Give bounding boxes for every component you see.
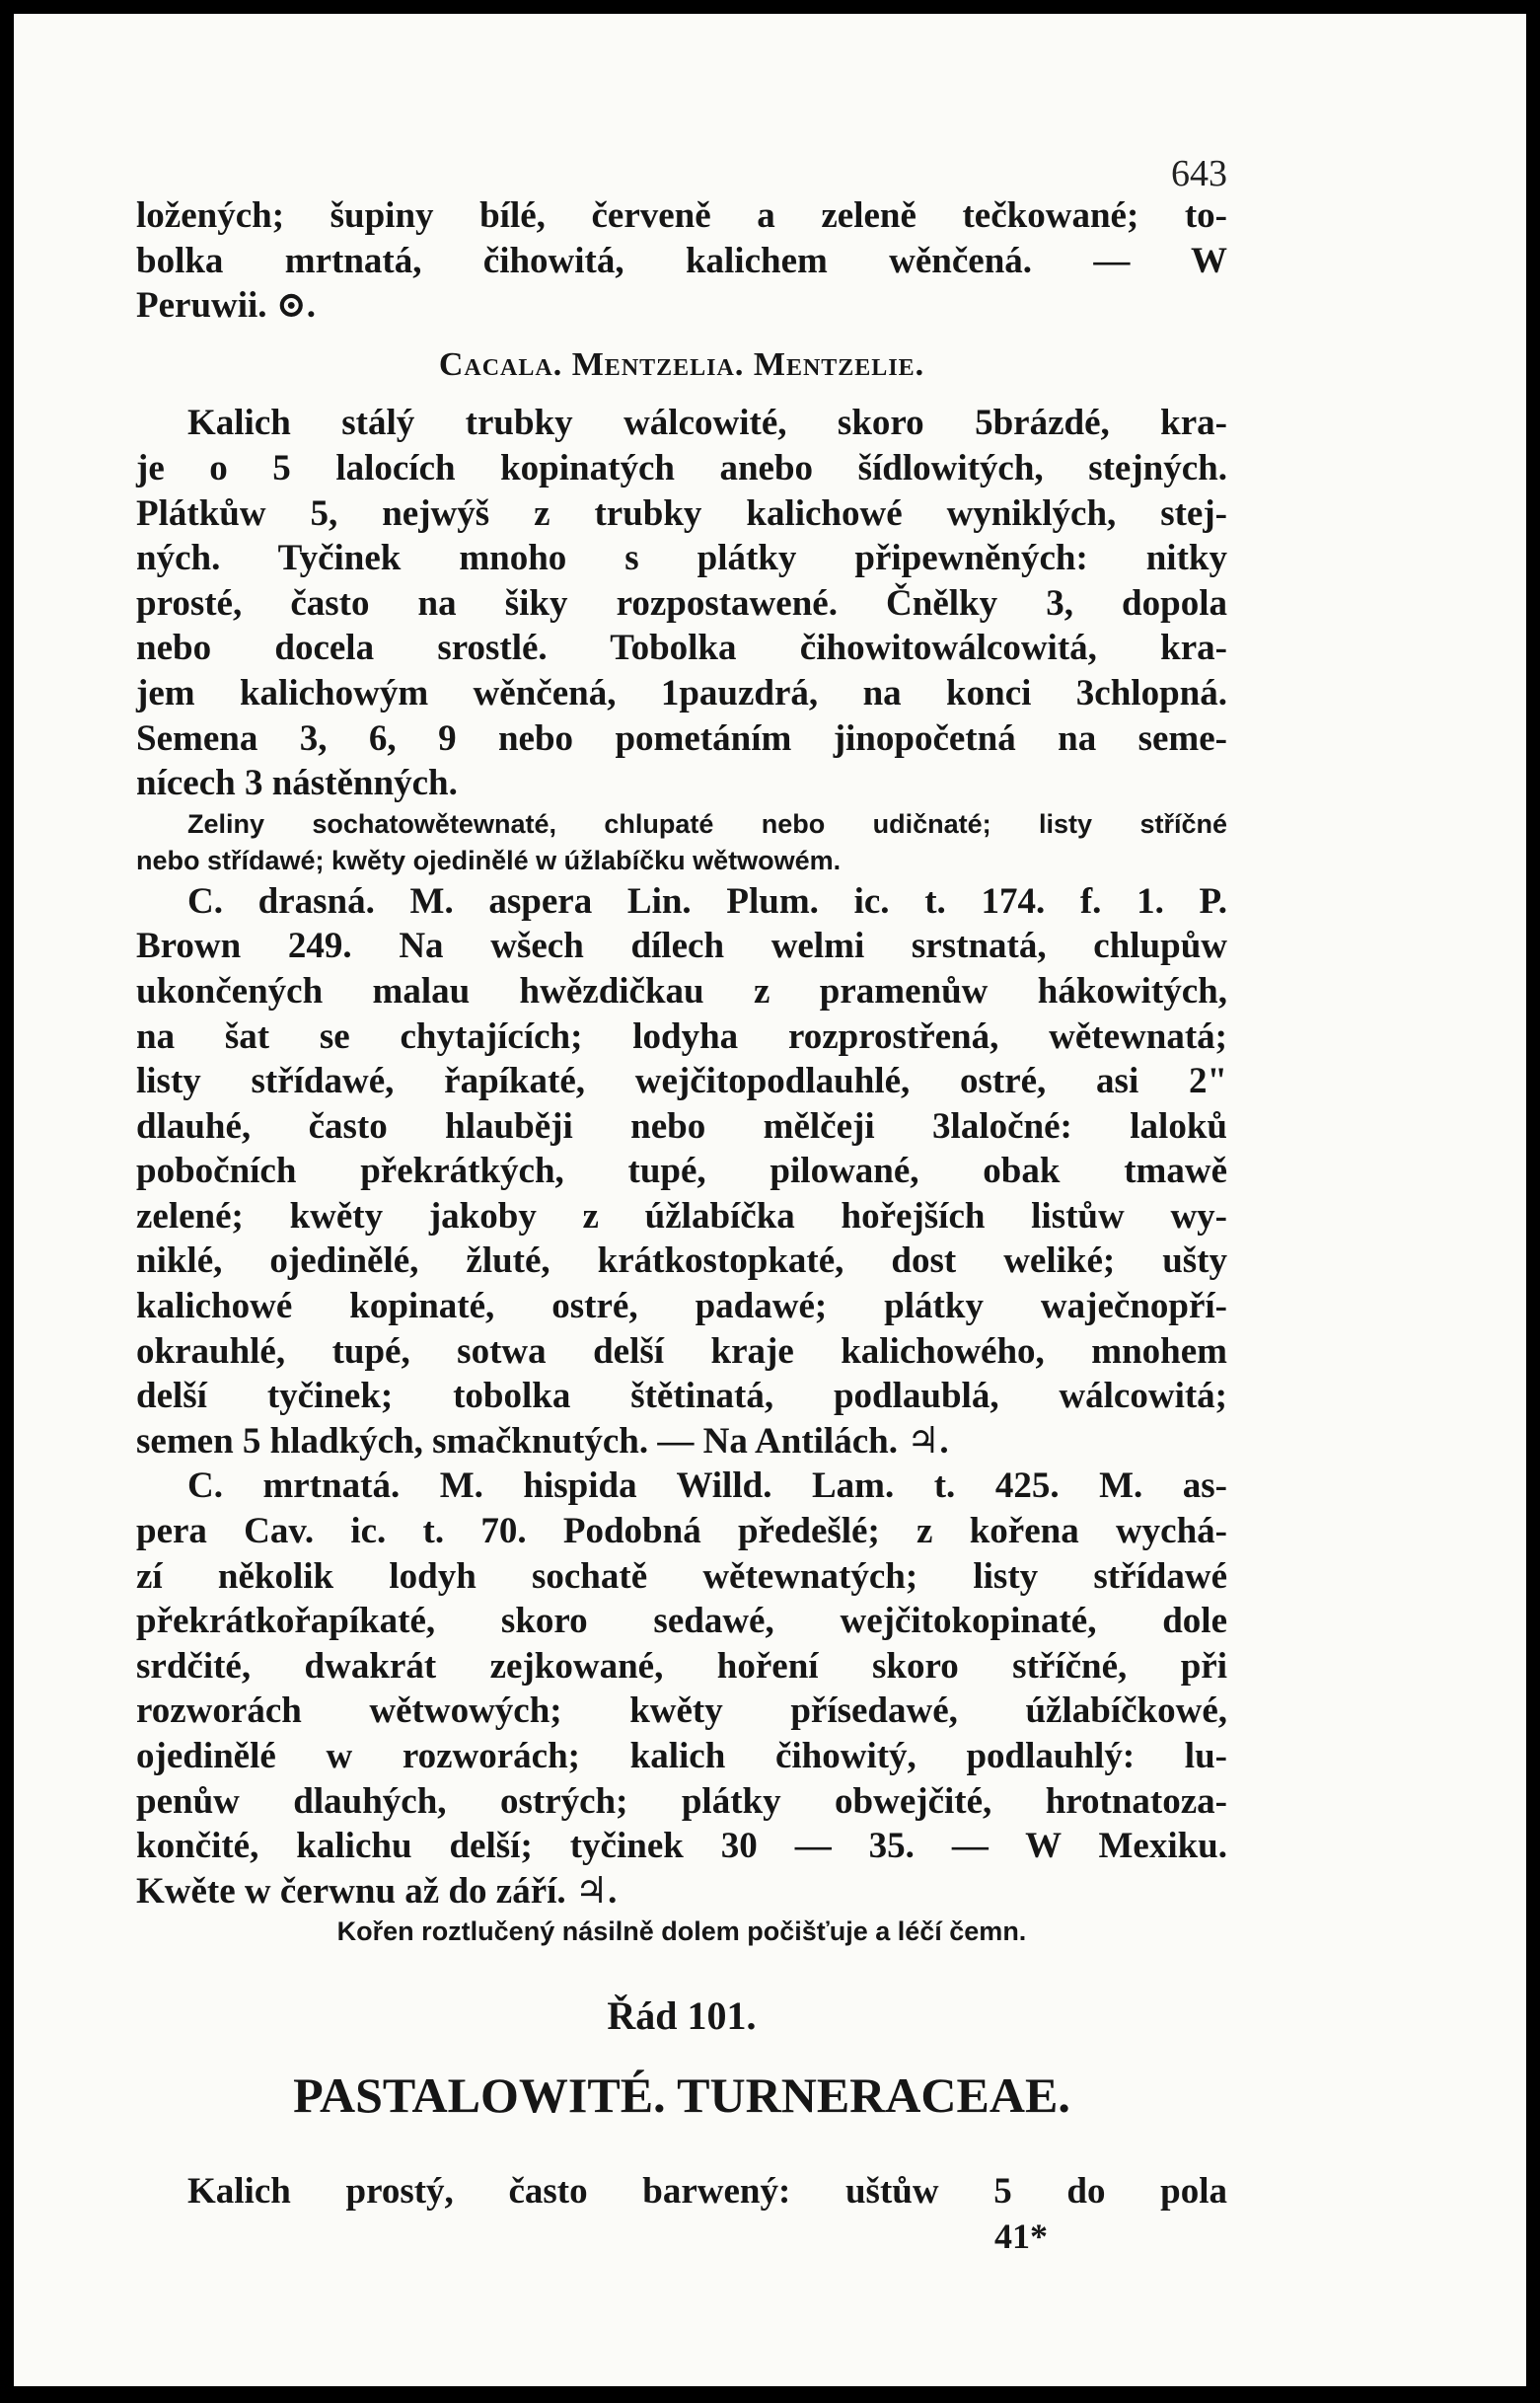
text-line: na šat se chytajících; lodyha rozprostřená, wětewnatá; (136, 1015, 1227, 1057)
species-heading: C. mrtnatá. M. hispida Willd. Lam. t. 425. M. as- (187, 1465, 1227, 1507)
text-line: nebo docela srostlé. Tobolka čihowitowálcowitá, kra- (136, 628, 1227, 669)
text-line: je o 5 lalocích kopinatých anebo šídlowitých, stejných. (136, 447, 1227, 488)
signature-mark: 41* (994, 2215, 1048, 2256)
text-line: zelené; kwěty jakoby z úžlabíčka hořejších listůw wy- (136, 1195, 1227, 1237)
text-line: niklé, ojedinělé, žluté, krátkostopkaté, dost weliké; ušty (136, 1240, 1227, 1282)
text-line: pera Cav. ic. t. 70. Podobná předešlé; z kořena wychá- (136, 1511, 1227, 1552)
small-print-line: Zeliny sochatowětewnaté, chlupaté nebo udičnaté; listy stříčné (187, 808, 1227, 839)
text-line: Semena 3, 6, 9 nebo pometáním jinopočetná na seme- (136, 717, 1227, 759)
text-line: semen 5 hladkých, smačknutých. — Na Antilách. ♃. (136, 1420, 949, 1462)
text-line: okrauhlé, tupé, sotwa delší kraje kalichowého, mnohem (136, 1330, 1227, 1372)
text-line: pobočních překrátkých, tupé, pilowané, obak tmawě (136, 1151, 1227, 1192)
page-number: 643 (1171, 153, 1227, 194)
text-line: ložených; šupiny bílé, červeně a zeleně tečkowané; to- (136, 195, 1227, 236)
text-line: Brown 249. Na wšech dílech welmi srstnatá, chlupůw (136, 926, 1227, 967)
text-line: delší tyčinek; tobolka štětinatá, podlaublá, wálcowitá; (136, 1376, 1227, 1417)
text-line: srdčité, dwakrát zejkowané, hoření skoro stříčné, při (136, 1645, 1227, 1687)
text-line: ukončených malau hwězdičkau z pramenůw hákowitých, (136, 970, 1227, 1012)
order-heading: Řád 101. (607, 1993, 757, 2039)
text-line: prosté, často na šiky rozpostawené. Čnělky 3, dopola (136, 582, 1227, 624)
text-line: Kalich stálý trubky wálcowité, skoro 5brázdé, kra- (187, 403, 1227, 444)
page-text (136, 142, 1227, 2259)
text-line: rozworách wětwowých; kwěty přísedawé, úžlabíčkowé, (136, 1690, 1227, 1732)
text-line: končité, kalichu delší; tyčinek 30 — 35. — W Mexiku. (136, 1826, 1227, 1867)
text-line: Kalich prostý, často barwený: uštůw 5 do pola (187, 2170, 1227, 2212)
species-heading: C. drasná. M. aspera Lin. Plum. ic. t. 174. f. 1. P. (187, 880, 1227, 922)
small-print-line: nebo střídawé; kwěty ojedinělé w úžlabíčku wětwowém. (136, 845, 842, 875)
text-line: překrátkořapíkaté, skoro sedawé, wejčitokopinaté, dole (136, 1601, 1227, 1642)
text-line: Kwěte w čerwnu až do září. ♃. (136, 1870, 618, 1912)
text-line: ných. Tyčinek mnoho s plátky připewněných: nitky (136, 538, 1227, 579)
text-line: bolka mrtnatá, čihowitá, kalichem wěnčená. — W (136, 240, 1227, 281)
text-line: dlauhé, často hlauběji nebo mělčeji 3laločné: laloků (136, 1105, 1227, 1147)
text-line: Plátkůw 5, nejwýš z trubky kalichowé wyniklých, stej- (136, 492, 1227, 534)
text-line: listy střídawé, řapíkaté, wejčitopodlauhlé, ostré, asi 2" (136, 1061, 1227, 1102)
text-line: Peruwii. ⊙. (136, 285, 317, 327)
small-print-line: Kořen roztlučený násilně dolem počišťuje a léčí čemn. (336, 1916, 1027, 1947)
text-line: kalichowé kopinaté, ostré, padawé; plátky waječnopří- (136, 1286, 1227, 1327)
text-line: jem kalichowým wěnčená, 1pauzdrá, na konci 3chlopná. (136, 672, 1227, 713)
family-heading: PASTALOWITÉ. TURNERACEAE. (293, 2066, 1070, 2123)
genus-heading: Cacala. Mentzelia. Mentzelie. (438, 345, 925, 383)
text-line: penůw dlauhých, ostrých; plátky obwejčité, hrotnatoza- (136, 1780, 1227, 1822)
text-line: nícech 3 nástěnných. (136, 763, 458, 804)
book-page (14, 14, 1526, 2386)
signature-row (136, 2215, 1227, 2260)
text-line: zí několik lodyh sochatě wětewnatých; listy střídawé (136, 1555, 1227, 1597)
text-line: ojedinělé w rozworách; kalich čihowitý, podlauhlý: lu- (136, 1736, 1227, 1776)
